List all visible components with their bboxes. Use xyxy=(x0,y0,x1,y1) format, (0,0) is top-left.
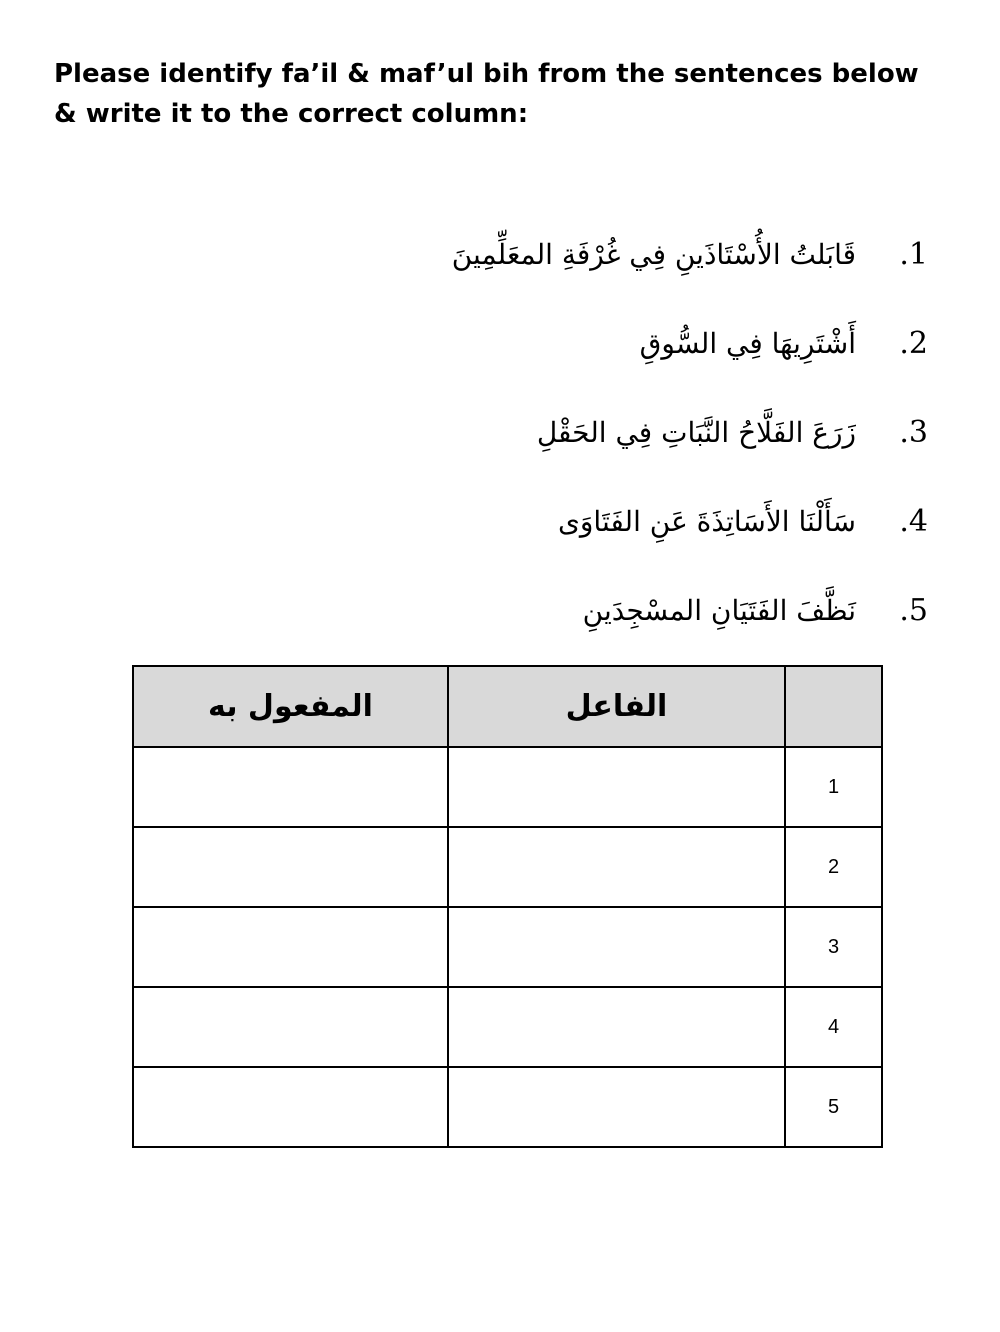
fail-answer-cell[interactable] xyxy=(448,1067,785,1147)
sentence-item xyxy=(328,210,928,299)
maful-bih-answer-cell[interactable] xyxy=(133,907,448,987)
sentence-text: قَابَلتُ الأُسْتَاذَينِ فِي غُرْفَةِ المعَلِّمِينَ xyxy=(451,238,856,271)
maful-bih-answer-cell[interactable] xyxy=(133,827,448,907)
sentence-number: 5. xyxy=(899,593,928,628)
row-number: 4 xyxy=(785,987,882,1067)
header-fail: الفاعل xyxy=(448,666,785,747)
maful-bih-answer-cell[interactable] xyxy=(133,987,448,1067)
row-number: 3 xyxy=(785,907,882,987)
sentence-number: 3. xyxy=(899,415,928,450)
sentence-list xyxy=(328,210,928,655)
table-row xyxy=(133,1067,882,1147)
sentence-item xyxy=(328,388,928,477)
fail-answer-cell[interactable] xyxy=(448,747,785,827)
sentence-text: أَشْتَرِيهَا فِي السُّوقِ xyxy=(639,327,856,360)
row-number: 2 xyxy=(785,827,882,907)
maful-bih-answer-cell[interactable] xyxy=(133,1067,448,1147)
sentence-text: نَظَّفَ الفَتَيَانِ المسْجِدَينِ xyxy=(582,594,856,627)
sentence-item xyxy=(328,566,928,655)
fail-answer-cell[interactable] xyxy=(448,907,785,987)
table-header-row xyxy=(133,666,882,747)
fail-answer-cell[interactable] xyxy=(448,827,785,907)
answer-table xyxy=(132,665,883,1148)
sentence-text: زَرَعَ الفَلَّاحُ النَّبَاتِ فِي الحَقْلِ xyxy=(536,416,856,449)
sentence-number: 1. xyxy=(899,237,928,272)
table-row xyxy=(133,747,882,827)
sentence-item xyxy=(328,477,928,566)
sentence-number: 4. xyxy=(899,504,928,539)
header-maful-bih: المفعول به xyxy=(133,666,448,747)
instructions-heading: Please identify fa’il & maf’ul bih from the sentences below & write it to the correct column: xyxy=(54,59,919,129)
maful-bih-answer-cell[interactable] xyxy=(133,747,448,827)
header-number xyxy=(785,666,882,747)
table-row xyxy=(133,827,882,907)
sentence-number: 2. xyxy=(899,326,928,361)
fail-answer-cell[interactable] xyxy=(448,987,785,1067)
sentence-text: سَأَلْنَا الأَسَاتِذَةَ عَنِ الفَتَاوَى xyxy=(557,505,856,538)
table-row xyxy=(133,987,882,1067)
sentence-item xyxy=(328,299,928,388)
row-number: 1 xyxy=(785,747,882,827)
row-number: 5 xyxy=(785,1067,882,1147)
table-row xyxy=(133,907,882,987)
